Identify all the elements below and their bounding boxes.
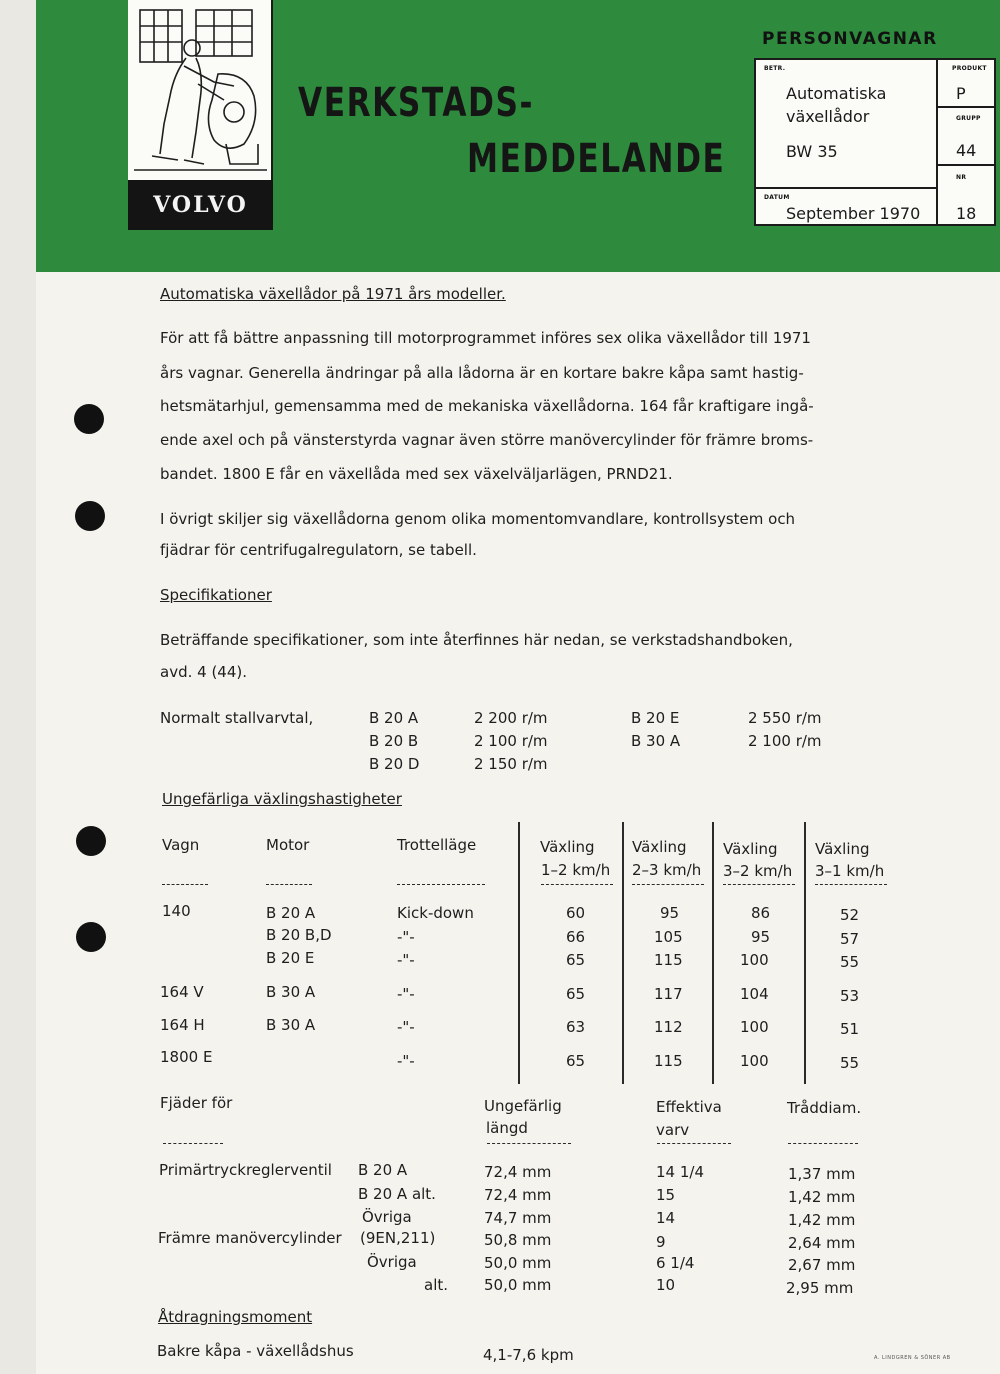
spring-coils: 10 (656, 1276, 676, 1294)
binder-hole (76, 922, 106, 952)
grupp-value: 44 (956, 141, 977, 160)
spring-wire: 2,64 mm (788, 1234, 856, 1252)
row-v31: 57 (840, 930, 860, 948)
row-v32: 100 (740, 1018, 769, 1036)
torque-value: 4,1-7,6 kpm (483, 1346, 574, 1364)
spring-length: 50,8 mm (484, 1231, 552, 1249)
produkt-label: PRODUKT (952, 65, 987, 72)
row-motor: B 30 A (266, 1016, 316, 1034)
produkt-value: P (956, 84, 966, 103)
idle-label: Normalt stallvarvtal, (160, 709, 314, 727)
col-header-v31: Växling (815, 840, 870, 858)
spec-heading: Specifikationer (160, 586, 272, 604)
title-line-2: MEDDELANDE (467, 136, 726, 182)
table-column-line (622, 822, 624, 1084)
info-panel (754, 58, 996, 226)
binder-hole (76, 826, 106, 856)
row-motor: B 20 A (266, 904, 316, 922)
betr-line-2: växellådor (786, 107, 870, 126)
row-v32: 100 (740, 1052, 769, 1070)
row-v12: 63 (566, 1018, 586, 1036)
col-header-motor: Motor (266, 836, 310, 854)
row-v32: 100 (740, 951, 769, 969)
row-v32: 86 (751, 904, 771, 922)
idle-engine: B 20 E (631, 709, 680, 727)
table-column-line (518, 822, 520, 1084)
row-v12: 65 (566, 951, 586, 969)
panel-divider (936, 60, 938, 226)
idle-engine: B 30 A (631, 732, 681, 750)
idle-rpm: 2 100 r/m (748, 732, 822, 750)
betr-line-3: BW 35 (786, 142, 838, 161)
row-motor: B 30 A (266, 983, 316, 1001)
dotted-separator (163, 1143, 223, 1144)
spring-sub: Övriga (362, 1208, 412, 1226)
col-header-v31-unit: 3–1 km/h (815, 862, 885, 880)
spring-header-length-2: längd (486, 1119, 528, 1137)
row-v23: 117 (654, 985, 683, 1003)
spring-sub: (9EN,211) (360, 1229, 436, 1247)
row-vagn: 164 V (160, 983, 204, 1001)
idle-rpm: 2 100 r/m (474, 732, 548, 750)
grupp-label: GRUPP (956, 115, 981, 122)
panel-divider (936, 106, 996, 108)
idle-engine: B 20 B (369, 732, 419, 750)
printer-footer: A. LINDGREN & SÖNER AB (874, 1355, 951, 1361)
spec-line: avd. 4 (44). (160, 663, 247, 681)
torque-label: Bakre kåpa - växellådshus (157, 1342, 354, 1360)
spring-wire: 1,37 mm (788, 1165, 856, 1183)
row-v31: 55 (840, 953, 860, 971)
datum-value: September 1970 (786, 204, 921, 223)
dotted-separator (541, 884, 613, 885)
intro-line: I övrigt skiljer sig växellådorna genom olika momentomvandlare, kontrollsystem och (160, 510, 796, 528)
spring-sub: B 20 A alt. (358, 1185, 436, 1203)
row-v12: 65 (566, 985, 586, 1003)
spring-sub: Övriga (367, 1253, 417, 1271)
spring-length: 50,0 mm (484, 1254, 552, 1272)
datum-label: DATUM (764, 194, 790, 201)
panel-divider (756, 187, 936, 189)
table-column-line (712, 822, 714, 1084)
volvo-logo (128, 180, 273, 230)
spring-sub: B 20 A (358, 1161, 408, 1179)
spring-length: 72,4 mm (484, 1163, 552, 1181)
row-motor: B 20 B,D (266, 926, 332, 944)
spring-coils: 6 1/4 (656, 1254, 695, 1272)
intro-line: För att få bättre anpassning till motorprogrammet införes sex olika växellådor till 1971 (160, 329, 811, 347)
row-vagn: 1800 E (160, 1048, 213, 1066)
col-header-v12: Växling (540, 838, 595, 856)
spring-length: 50,0 mm (484, 1276, 552, 1294)
spring-header-coils-2: varv (656, 1121, 690, 1139)
spring-coils: 14 1/4 (656, 1163, 704, 1181)
spring-length: 74,7 mm (484, 1209, 552, 1227)
row-v32: 95 (751, 928, 771, 946)
row-v31: 53 (840, 987, 860, 1005)
spring-wire: 2,67 mm (788, 1256, 856, 1274)
panel-divider (936, 164, 996, 166)
dotted-separator (632, 884, 704, 885)
mechanic-illustration-icon (134, 4, 267, 176)
nr-label: NR (956, 174, 967, 181)
row-motor: B 20 E (266, 949, 315, 967)
row-v12: 60 (566, 904, 586, 922)
betr-label: BETR. (764, 65, 786, 72)
idle-engine: B 20 D (369, 755, 420, 773)
row-trottel: -"- (397, 928, 415, 946)
idle-engine: B 20 A (369, 709, 419, 727)
intro-line: ende axel och på vänsterstyrda vagnar även större manövercylinder för främre broms- (160, 431, 814, 449)
nr-value: 18 (956, 204, 977, 223)
spring-name: Främre manövercylinder (158, 1229, 342, 1247)
col-header-trottel: Trottelläge (397, 836, 477, 854)
intro-line: fjädrar för centrifugalregulatorn, se tabell. (160, 541, 477, 559)
intro-line: hetsmätarhjul, gemensamma med de mekaniska växellådorna. 164 får kraftigare ingå- (160, 397, 814, 415)
spring-header-wire: Tråddiam. (787, 1099, 862, 1117)
spec-line: Beträffande specifikationer, som inte återfinnes här nedan, se verkstadshandboken, (160, 631, 793, 649)
logo-text: VOLVO (153, 192, 248, 218)
row-trottel: -"- (397, 1052, 415, 1070)
row-vagn: 140 (162, 902, 191, 920)
dotted-separator (788, 1143, 858, 1144)
row-v23: 95 (660, 904, 680, 922)
intro-line: bandet. 1800 E får en växellåda med sex växelväljarlägen, PRND21. (160, 465, 673, 483)
binder-hole (74, 404, 104, 434)
intro-line: års vagnar. Generella ändringar på alla lådorna är en kortare bakre kåpa samt hastig- (160, 364, 804, 382)
row-trottel: Kick-down (397, 904, 474, 922)
betr-line-1: Automatiska (786, 84, 887, 103)
row-v12: 66 (566, 928, 586, 946)
spring-wire: 1,42 mm (788, 1211, 856, 1229)
col-header-v12-unit: 1–2 km/h (541, 861, 611, 879)
dotted-separator (162, 884, 208, 885)
row-v31: 51 (840, 1020, 860, 1038)
category-label: PERSONVAGNAR (762, 29, 938, 49)
row-v31: 55 (840, 1054, 860, 1072)
spring-wire: 1,42 mm (788, 1188, 856, 1206)
spring-coils: 9 (656, 1233, 666, 1251)
col-header-vagn: Vagn (162, 836, 200, 854)
binder-hole (75, 501, 105, 531)
row-v12: 65 (566, 1052, 586, 1070)
torque-heading: Åtdragningsmoment (158, 1308, 313, 1326)
dotted-separator (723, 884, 795, 885)
col-header-v23-unit: 2–3 km/h (632, 861, 702, 879)
row-trottel: -"- (397, 1018, 415, 1036)
idle-rpm: 2 550 r/m (748, 709, 822, 727)
dotted-separator (266, 884, 312, 885)
row-v32: 104 (740, 985, 769, 1003)
row-v31: 52 (840, 906, 860, 924)
spring-sub: alt. (424, 1276, 449, 1294)
dotted-separator (397, 884, 485, 885)
spring-header-for: Fjäder för (160, 1094, 233, 1112)
dotted-separator (487, 1143, 571, 1144)
spring-coils: 15 (656, 1186, 676, 1204)
spring-coils: 14 (656, 1209, 676, 1227)
row-trottel: -"- (397, 951, 415, 969)
idle-rpm: 2 200 r/m (474, 709, 548, 727)
spring-header-length: Ungefärlig (484, 1097, 562, 1115)
row-vagn: 164 H (160, 1016, 205, 1034)
spring-length: 72,4 mm (484, 1186, 552, 1204)
row-trottel: -"- (397, 985, 415, 1003)
col-header-v32: Växling (723, 840, 778, 858)
dotted-separator (657, 1143, 731, 1144)
idle-rpm: 2 150 r/m (474, 755, 548, 773)
title-line-1: VERKSTADS- (298, 80, 535, 126)
row-v23: 112 (654, 1018, 683, 1036)
scan-edge (0, 0, 36, 1374)
row-v23: 115 (654, 951, 683, 969)
logo-box (128, 0, 273, 230)
table-column-line (804, 822, 806, 1084)
spring-header-coils: Effektiva (656, 1098, 722, 1116)
spring-wire: 2,95 mm (786, 1279, 854, 1297)
row-v23: 105 (654, 928, 683, 946)
spring-name: Primärtryckreglerventil (159, 1161, 332, 1179)
col-header-v23: Växling (632, 838, 687, 856)
col-header-v32-unit: 3–2 km/h (723, 862, 793, 880)
intro-heading: Automatiska växellådor på 1971 års modeller. (160, 285, 506, 303)
row-v23: 115 (654, 1052, 683, 1070)
dotted-separator (815, 884, 887, 885)
shift-heading: Ungefärliga växlingshastigheter (162, 790, 402, 808)
